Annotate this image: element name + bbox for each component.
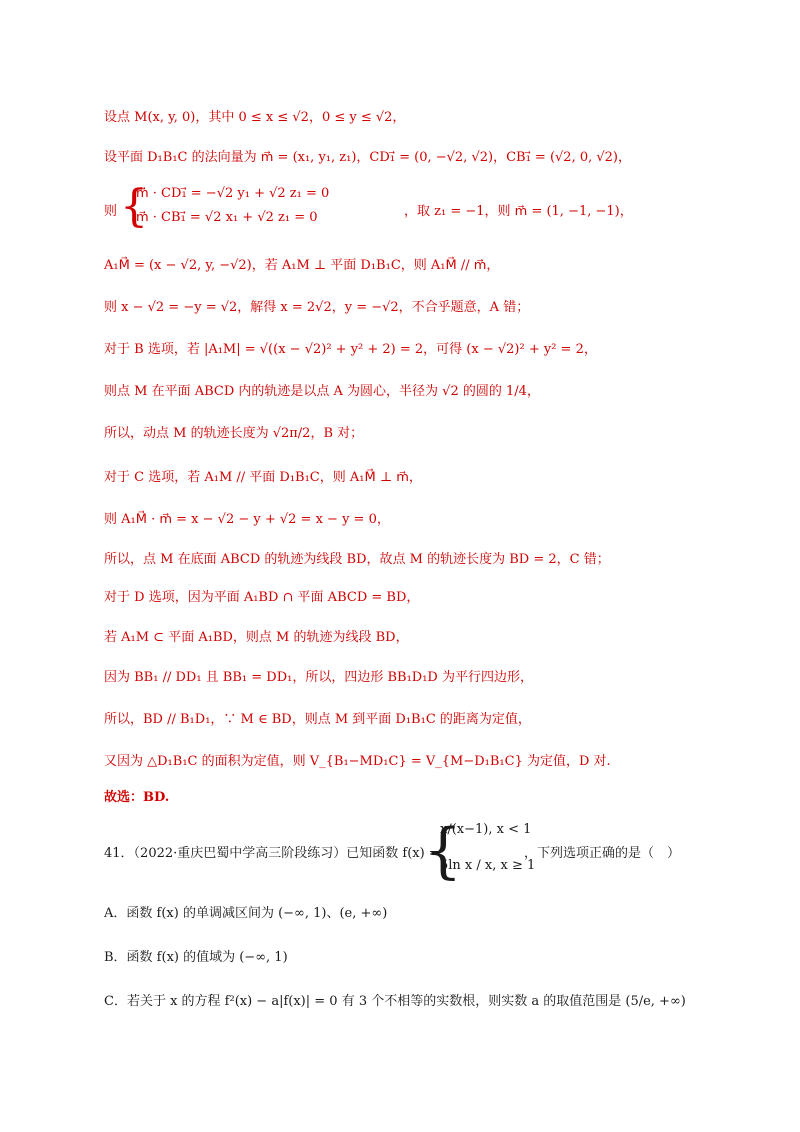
system-row-1: m⃗ · CD₁⃗ = −√2 y₁ + √2 z₁ = 0 xyxy=(136,186,330,201)
solution-line-7: 则点 M 在平面 ABCD 内的轨迹是以点 A 为圆心，半径为 √2 的圆的 1/4， xyxy=(104,384,540,399)
answer-line: 故选：BD. xyxy=(104,790,170,805)
option-c: C．若关于 x 的方程 f²(x) − a|f(x)| = 0 有 3 个不相等的实数根，则实数 a 的取值范围是 (5/e, +∞) xyxy=(104,994,686,1009)
solution-line-4: A₁M⃗ = (x − √2, y, −√2)，若 A₁M ⊥ 平面 D₁B₁C，则 A₁M⃗ // m⃗， xyxy=(104,258,500,273)
solution-line-5: 则 x − √2 = −y = √2，解得 x = 2√2，y = −√2，不合乎题意，A 错； xyxy=(104,300,530,315)
left-brace-icon: { xyxy=(120,181,148,232)
solution-line-6: 对于 B 选项，若 |A₁M| = √((x − √2)² + y² + 2) = 2，可得 (x − √2)² + y² = 2， xyxy=(104,342,597,357)
question-lead: 41．（2022·重庆巴蜀中学高三阶段练习）已知函数 f(x) = xyxy=(104,846,440,861)
question-tail: ，下列选项正确的是（ ） xyxy=(524,846,681,861)
option-b: B．函数 f(x) 的值域为 (−∞, 1) xyxy=(104,950,288,965)
solution-line-13: 若 A₁M ⊂ 平面 A₁BD，则点 M 的轨迹为线段 BD， xyxy=(104,630,409,645)
solution-line-8: 所以，动点 M 的轨迹长度为 √2π/2，B 对； xyxy=(104,426,364,441)
solution-line-2: 设平面 D₁B₁C 的法向量为 m⃗ = (x₁, y₁, z₁)，CD₁⃗ = (0, −√2, √2)，CB₁⃗ = (√2, 0, √2)， xyxy=(104,150,632,165)
equation-system xyxy=(104,182,684,236)
question-41 xyxy=(104,818,704,888)
solution-line-11: 所以，点 M 在底面 ABCD 的轨迹为线段 BD，故点 M 的轨迹长度为 BD = 2，C 错； xyxy=(104,552,610,567)
solution-line-10: 则 A₁M⃗ · m⃗ = x − √2 − y + √2 = x − y = 0， xyxy=(104,512,390,527)
solution-line-16: 又因为 △D₁B₁C 的面积为定值，则 V_{B₁−MD₁C} = V_{M−D₁B₁C} 为定值，D 对. xyxy=(104,754,611,769)
solution-line-1: 设点 M(x, y, 0)，其中 0 ≤ x ≤ √2，0 ≤ y ≤ √2， xyxy=(104,110,406,125)
option-a: A．函数 f(x) 的单调减区间为 (−∞, 1)、(e, +∞) xyxy=(104,906,388,921)
piecewise-brace-icon: { xyxy=(424,816,463,886)
solution-line-14: 因为 BB₁ // DD₁ 且 BB₁ = DD₁，所以，四边形 BB₁D₁D 为平行四边形， xyxy=(104,670,533,685)
system-row-2: m⃗ · CB₁⃗ = √2 x₁ + √2 z₁ = 0 xyxy=(136,210,318,225)
system-label: 则 xyxy=(104,204,118,219)
solution-line-9: 对于 C 选项，若 A₁M // 平面 D₁B₁C，则 A₁M⃗ ⊥ m⃗， xyxy=(104,470,422,485)
system-tail: ，取 z₁ = −1，则 m⃗ = (1, −1, −1)， xyxy=(404,204,633,219)
piecewise-case-2: 5ln x / x, x ≥ 1 xyxy=(440,858,536,873)
solution-line-12: 对于 D 选项，因为平面 A₁BD ∩ 平面 ABCD = BD， xyxy=(104,590,420,605)
solution-line-15: 所以，BD // B₁D₁，∵ M ∈ BD，则点 M 到平面 D₁B₁C 的距离为定值， xyxy=(104,712,531,727)
piecewise-case-1: x/(x−1), x < 1 xyxy=(440,822,532,837)
